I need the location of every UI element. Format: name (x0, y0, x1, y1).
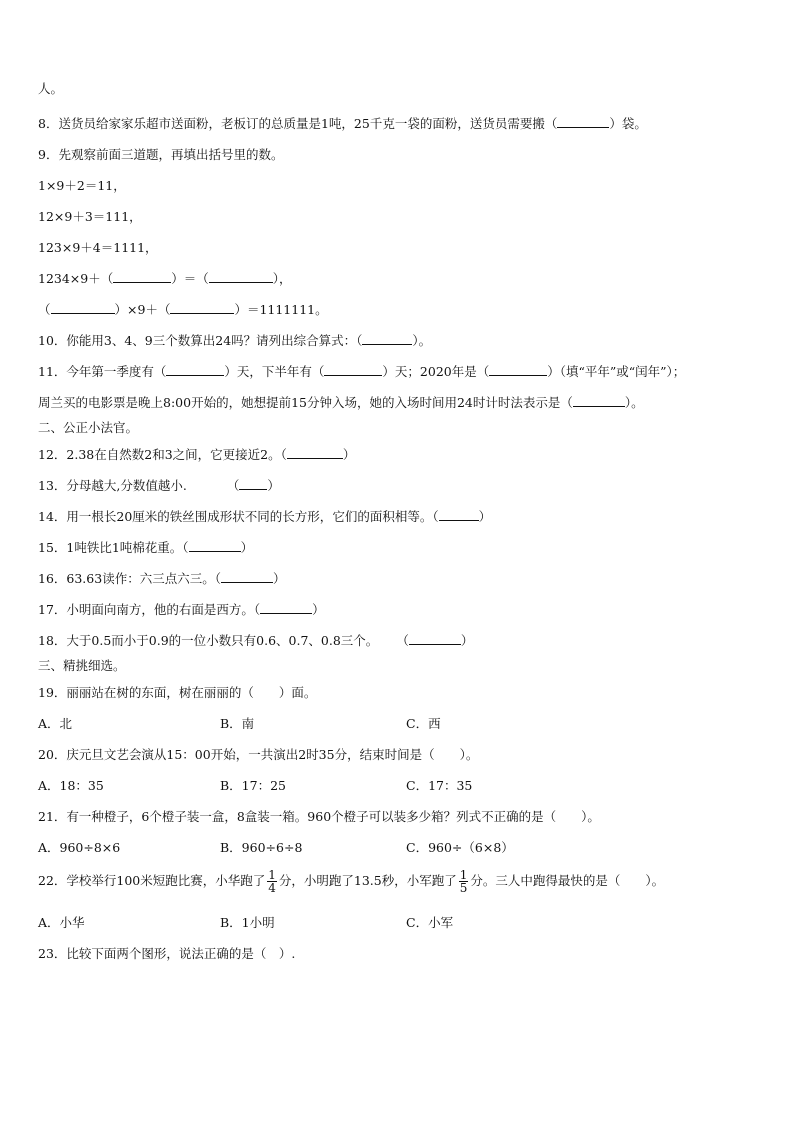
question-13: 13．分母越大,分数值越小. （ ） (38, 478, 280, 493)
option-c[interactable]: C．西 (406, 716, 441, 731)
answer-blank[interactable] (489, 363, 547, 376)
answer-blank[interactable] (166, 363, 224, 376)
option-a[interactable]: A．18：35 (38, 778, 104, 793)
question-15: 15．1吨铁比1吨棉花重。（ ） (38, 540, 254, 555)
question-20: 20．庆元旦文艺会演从15：00开始，一共演出2时35分，结束时间是（ ）。 (38, 747, 479, 762)
option-a[interactable]: A．北 (38, 716, 73, 731)
equation-4: 1234×9＋（ ）＝（ ）， (38, 271, 292, 286)
option-b[interactable]: B．1小明 (220, 915, 275, 930)
equation-1: 1×9＋2＝11， (38, 178, 126, 193)
question-17: 17．小明面向南方，他的右面是西方。（ ） (38, 602, 325, 617)
question-21: 21．有一种橙子，6个橙子装一盒，8盒装一箱。960个橙子可以装多少箱？列式不正确的是（ ）。 (38, 809, 600, 824)
question-11: 11．今年第一季度有（ ）天，下半年有（ ）天；2020年是（ ）（填“平年”或“闰年”）； (38, 364, 686, 379)
answer-blank[interactable] (573, 394, 625, 407)
answer-blank[interactable] (287, 446, 343, 459)
question-10: 10．你能用3、4、9三个数算出24吗？请列出综合算式：（ ）。 (38, 333, 432, 348)
answer-blank[interactable] (113, 270, 171, 283)
answer-blank[interactable] (239, 477, 267, 490)
continued-text: 人。 (38, 81, 64, 96)
answer-blank[interactable] (260, 601, 312, 614)
question-16: 16．63.63读作：六三点六三。（ ） (38, 571, 286, 586)
question-22: 22．学校举行100米短跑比赛，小华跑了 $\frac{1}{4}$ 分，小明跑了13.5秒，小军跑了 $\frac{1}{5}$ 分。三人中跑得最快的是（ ）。 (38, 868, 665, 895)
answer-blank[interactable] (439, 508, 479, 521)
fraction-one-fifth: $\frac{1}{5}$ (459, 868, 468, 895)
question-23: 23．比较下面两个图形，说法正确的是（ ）. (38, 946, 296, 961)
question-8: 8．送货员给家家乐超市送面粉，老板订的总质量是1吨，25千克一袋的面粉，送货员需要搬（ ）袋。 (38, 116, 647, 131)
answer-blank[interactable] (170, 301, 234, 314)
section-3-heading: 三、精挑细选。 (38, 658, 126, 673)
equation-2: 12×9＋3＝111， (38, 209, 142, 224)
option-b[interactable]: B．17：25 (220, 778, 286, 793)
option-a[interactable]: A．小华 (38, 915, 85, 930)
option-c[interactable]: C．17：35 (406, 778, 473, 793)
option-c[interactable]: C．小军 (406, 915, 454, 930)
question-19: 19．丽丽站在树的东面，树在丽丽的（ ）面。 (38, 685, 317, 700)
answer-blank[interactable] (51, 301, 115, 314)
option-a[interactable]: A．960÷8×6 (38, 840, 121, 855)
fraction-one-quarter: $\frac{1}{4}$ (268, 868, 276, 895)
option-b[interactable]: B．960÷6÷8 (220, 840, 303, 855)
question-18: 18．大于0.5而小于0.9的一位小数只有0.6、0.7、0.8三个。 （ ） (38, 633, 474, 648)
question-9: 9．先观察前面三道题，再填出括号里的数。 (38, 147, 284, 162)
section-2-heading: 二、公正小法官。 (38, 420, 139, 435)
question-11-continued: 周兰买的电影票是晚上8:00开始的，她想提前15分钟入场，她的入场时间用24时计时法表示是（ ）。 (38, 395, 644, 410)
answer-blank[interactable] (209, 270, 273, 283)
answer-blank[interactable] (557, 115, 609, 128)
question-12: 12．2.38在自然数2和3之间，它更接近2。（ ） (38, 447, 356, 462)
equation-5: （ ）×9＋（ ）＝1111111。 (38, 302, 328, 317)
answer-blank[interactable] (189, 539, 241, 552)
answer-blank[interactable] (221, 570, 273, 583)
answer-blank[interactable] (362, 332, 412, 345)
question-14: 14．用一根长20厘米的铁丝围成形状不同的长方形，它们的面积相等。（ ） (38, 509, 492, 524)
equation-3: 123×9＋4＝1111， (38, 240, 158, 255)
option-b[interactable]: B．南 (220, 716, 255, 731)
option-c[interactable]: C．960÷（6×8） (406, 840, 514, 855)
answer-blank[interactable] (324, 363, 382, 376)
answer-blank[interactable] (409, 632, 461, 645)
